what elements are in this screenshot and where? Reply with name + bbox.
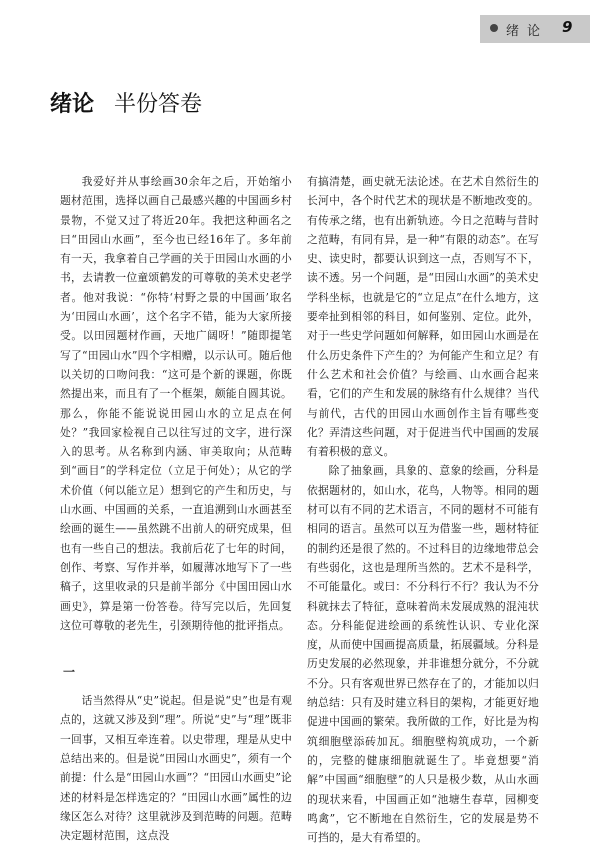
chapter-title	[50, 87, 202, 118]
section-divider: 一	[63, 665, 76, 680]
paragraph-history: 话当然得从“史”说起。但是说“史”也是有观点的，这就又涉及到“理”。所说“史”与“理”既非一回事，又相互牵连着。以史带理，理是从史中总结出来的。但是说“田园山水画史”，须有一个前提：什么是“田园山水画”？“田园山水画史”论述的材料是怎样选定的？“田园山水画”属性的边缘区怎么对待？这里就涉及到范畴的问题。范畴决定题材范围，这点没	[60, 694, 292, 843]
page-number: 9	[562, 18, 573, 36]
running-header-section: 绪论	[506, 24, 549, 39]
text-column-left	[60, 172, 292, 846]
text-column-right	[307, 172, 539, 847]
running-header	[480, 15, 590, 43]
paragraph-categories: 除了抽象画，具象的、意象的绘画，分科是依据题材的，如山水，花鸟，人物等。相同的题材可以有不同的艺术语言，不同的题材不可能有相同的语言。虽然可以互为借鉴一些，题材特征的制约还是很了然的。不过科目的边缘地带总会有些弱化，这也是理所当然的。艺术不是科学，不可能量化。或曰：不分科行不行？我认为不分科就抹去了特征，意味着尚未发展成熟的混沌状态。分科能促进绘画的系统性认识、专业化深度，从而使中国画提高质量，拓展疆域。分科是历史发展的必然现象，并非谁想分就分，不分就不分。只有客观世界已然存在了的，才能加以归纳总结：只有及时建立科目的架构，才能更好地促进中国画的繁荣。我所做的工作，好比是为构筑细胞壁添砖加瓦。细胞壁构筑成功，一个新的，完整的健康细胞就诞生了。毕竟想要“消解”中国画“细胞壁”的人只是极少数，从山水画的现状来看，中国画正如“池塘生春草，园柳变鸣禽”，它不断地在自然衍生，它的发展是势不可挡的，是大有希望的。	[307, 464, 539, 845]
chapter-title-sub: 半份答卷	[114, 92, 203, 117]
chapter-title-main: 绪论	[50, 92, 95, 117]
bullet-dot-icon	[490, 24, 498, 32]
paragraph-continued: 有搞清楚，画史就无法论述。在艺术自然衍生的长河中，各个时代艺术的现状是不断地改变的。有传承之绪，也有出新轨迹。今日之范畴与昔时之范畴，有同有异，是一种“有限的动态”。在写史、读史时，都要认识到这一点，否则写不下，读不透。另一个问题，是“田园山水画”的美术史学科坐标，也就是它的“立足点”在什么地方，这要牵扯到相邻的科目，如何鉴别、定位。此外，对于一些史学问题如何解释，如田园山水画是在什么历史条件下产生的？为何能产生和立足？有什么艺术和社会价值？与绘画、山水画合起来看，它们的产生和发展的脉络有什么规律？当代与前代，古代的田园山水画创作主旨有哪些变化？弄清这些问题，对于促进当代中国画的发展有着积极的意义。	[307, 175, 539, 459]
paragraph-intro: 我爱好并从事绘画30余年之后，开始缩小题材范围，选择以画自己最感兴趣的中国画乡村景物，不觉又过了将近20年。我把这种画名之曰“田园山水画”，至今也已经16年了。多年前有一天，我拿着自己学画的关于田园山水画的小书，去请教一位童颂鹤发的可尊敬的美术史老学者。他对我说：“你特‘村野之景的中国画’取名为‘田园山水画’，这个名字不错，能为大家所接受。以田园题材作画，天地广阔呀！”随即提笔写了“田园山水”四个字相赠，以示认可。随后他以关切的口吻问我：“这可是个新的课题，你既然提出来，而且有了一个框架，颇能自圆其说。那么，你能不能说说田园山水的立足点在何处？”我回家检视自己以往写过的文字，进行深入的思考。从名称到内涵、审美取向；从范畴到“画目”的学科定位（立足于何处）；从它的学术价值（何以能立足）想到它的产生和历史，与山水画、中国画的关系，一直追溯到山水画甚至绘画的诞生——虽然跳不出前人的研究成果，但也有一些自己的想法。我前后花了七年的时间，创作、考察、写作并举，如履薄冰地写下了一些稿子，这里收录的只是前半部分《中国田园山水画史》，算是第一份答卷。待写完以后，先回复这位可尊敬的老先生，引颈期待他的批评指点。	[60, 175, 292, 632]
